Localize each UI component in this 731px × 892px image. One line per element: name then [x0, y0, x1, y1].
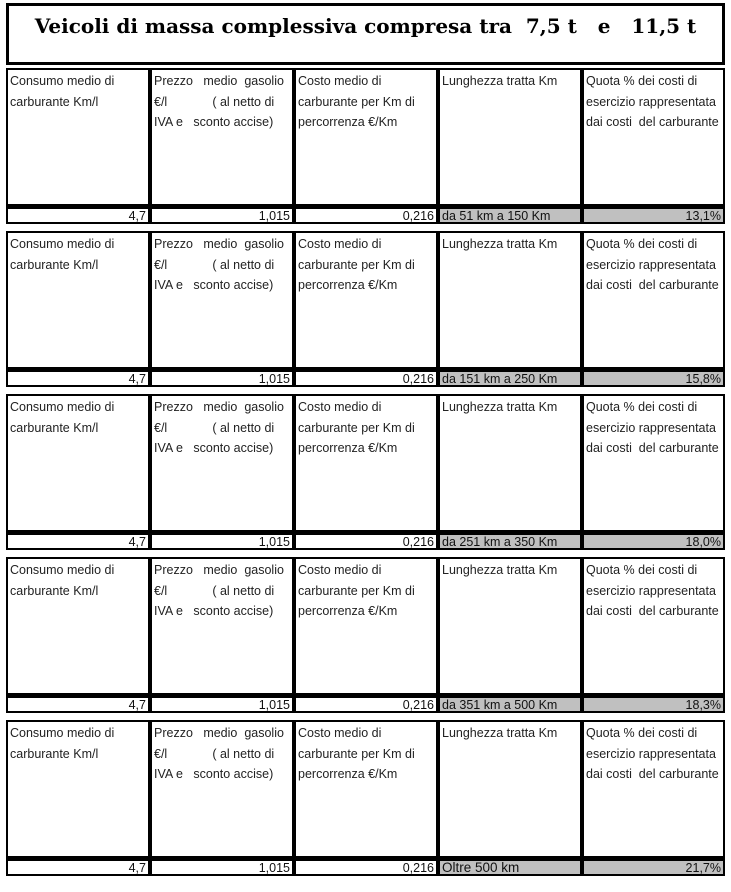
- header-consumo-text: Consumo medio di carburante Km/l: [10, 726, 118, 761]
- value-prezzo: 1,015: [150, 858, 294, 876]
- table-row: [6, 68, 725, 227]
- header-costo: [294, 557, 438, 695]
- table-row: [6, 720, 725, 879]
- header-consumo-text: Consumo medio di carburante Km/l: [10, 237, 118, 272]
- value-quota: 18,0%: [582, 532, 725, 550]
- header-tratta-text: Lunghezza tratta Km: [442, 74, 558, 88]
- header-quota: [582, 68, 725, 206]
- table-row: [6, 231, 725, 390]
- header-tratta: [438, 68, 582, 206]
- value-quota: 15,8%: [582, 369, 725, 387]
- value-quota: 13,1%: [582, 206, 725, 224]
- header-costo-text: Costo medio di carburante per Km di percorrenza €/Km: [298, 400, 419, 455]
- header-consumo-text: Consumo medio di carburante Km/l: [10, 400, 118, 435]
- value-tratta: da 351 km a 500 Km: [438, 695, 582, 713]
- header-costo: [294, 68, 438, 206]
- header-tratta-text: Lunghezza tratta Km: [442, 726, 558, 740]
- value-quota: 18,3%: [582, 695, 725, 713]
- value-quota: 21,7%: [582, 858, 725, 876]
- header-tratta-text: Lunghezza tratta Km: [442, 563, 558, 577]
- header-tratta: [438, 720, 582, 858]
- value-costo: 0,216: [294, 206, 438, 224]
- header-quota: [582, 720, 725, 858]
- header-tratta-text: Lunghezza tratta Km: [442, 237, 558, 251]
- value-consumo: 4,7: [6, 695, 150, 713]
- header-prezzo-text: Prezzo medio gasolio €/l ( al netto di IVA e sconto accise): [154, 74, 288, 129]
- header-prezzo: [150, 231, 294, 369]
- header-prezzo-text: Prezzo medio gasolio €/l ( al netto di IVA e sconto accise): [154, 400, 288, 455]
- header-costo: [294, 720, 438, 858]
- header-prezzo-text: Prezzo medio gasolio €/l ( al netto di IVA e sconto accise): [154, 237, 288, 292]
- header-tratta: [438, 557, 582, 695]
- value-consumo: 4,7: [6, 369, 150, 387]
- header-consumo: [6, 720, 150, 858]
- value-costo: 0,216: [294, 695, 438, 713]
- header-tratta-text: Lunghezza tratta Km: [442, 400, 558, 414]
- header-prezzo: [150, 68, 294, 206]
- value-tratta: da 251 km a 350 Km: [438, 532, 582, 550]
- header-prezzo: [150, 557, 294, 695]
- header-consumo: [6, 231, 150, 369]
- value-prezzo: 1,015: [150, 695, 294, 713]
- header-quota-text: Quota % dei costi di esercizio rappresentata dai costi del carburante: [586, 74, 720, 129]
- header-quota-text: Quota % dei costi di esercizio rappresentata dai costi del carburante: [586, 563, 720, 618]
- header-costo-text: Costo medio di carburante per Km di percorrenza €/Km: [298, 563, 419, 618]
- value-consumo: 4,7: [6, 532, 150, 550]
- header-consumo: [6, 394, 150, 532]
- header-quota: [582, 394, 725, 532]
- header-costo: [294, 231, 438, 369]
- header-quota-text: Quota % dei costi di esercizio rappresentata dai costi del carburante: [586, 400, 720, 455]
- value-costo: 0,216: [294, 369, 438, 387]
- header-quota-text: Quota % dei costi di esercizio rappresentata dai costi del carburante: [586, 237, 720, 292]
- fuel-cost-sheet: [6, 3, 725, 886]
- header-costo-text: Costo medio di carburante per Km di percorrenza €/Km: [298, 74, 419, 129]
- value-tratta: Oltre 500 km: [438, 858, 582, 876]
- header-quota: [582, 231, 725, 369]
- value-prezzo: 1,015: [150, 532, 294, 550]
- header-consumo: [6, 557, 150, 695]
- header-quota-text: Quota % dei costi di esercizio rappresentata dai costi del carburante: [586, 726, 720, 781]
- header-consumo-text: Consumo medio di carburante Km/l: [10, 563, 118, 598]
- table-row: [6, 394, 725, 553]
- header-quota: [582, 557, 725, 695]
- value-tratta: da 151 km a 250 Km: [438, 369, 582, 387]
- header-costo: [294, 394, 438, 532]
- header-prezzo-text: Prezzo medio gasolio €/l ( al netto di IVA e sconto accise): [154, 726, 288, 781]
- value-tratta: da 51 km a 150 Km: [438, 206, 582, 224]
- header-costo-text: Costo medio di carburante per Km di percorrenza €/Km: [298, 237, 419, 292]
- header-tratta: [438, 231, 582, 369]
- header-consumo: [6, 68, 150, 206]
- value-consumo: 4,7: [6, 858, 150, 876]
- header-costo-text: Costo medio di carburante per Km di percorrenza €/Km: [298, 726, 419, 781]
- value-costo: 0,216: [294, 858, 438, 876]
- table-row: [6, 557, 725, 716]
- value-prezzo: 1,015: [150, 369, 294, 387]
- header-tratta: [438, 394, 582, 532]
- header-prezzo: [150, 394, 294, 532]
- value-consumo: 4,7: [6, 206, 150, 224]
- value-prezzo: 1,015: [150, 206, 294, 224]
- header-consumo-text: Consumo medio di carburante Km/l: [10, 74, 118, 109]
- header-prezzo: [150, 720, 294, 858]
- page-title: Veicoli di massa complessiva compresa tra 7,5 t e 11,5 t: [6, 3, 725, 65]
- value-costo: 0,216: [294, 532, 438, 550]
- header-prezzo-text: Prezzo medio gasolio €/l ( al netto di IVA e sconto accise): [154, 563, 288, 618]
